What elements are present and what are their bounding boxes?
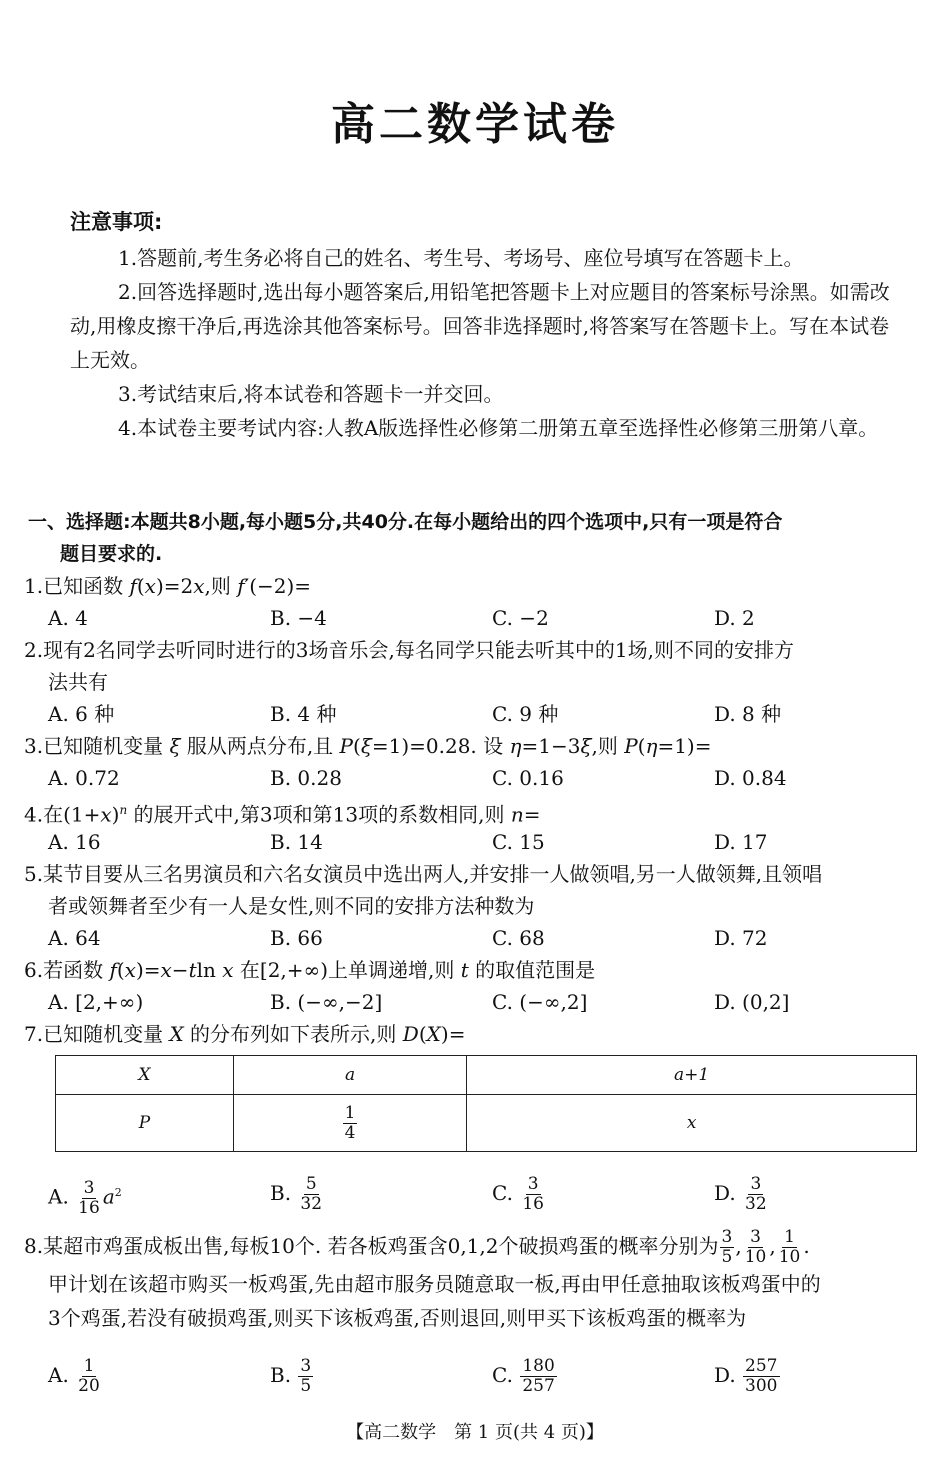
q3-text: ,则 <box>591 734 625 758</box>
q3-text: =1)= <box>657 734 712 758</box>
fraction-numerator: 3 <box>750 1174 762 1194</box>
q8-option-c <box>492 1354 558 1396</box>
option-fraction <box>76 1357 102 1396</box>
question-5 <box>24 858 930 922</box>
q3-var: η <box>509 734 522 758</box>
q6-text: ( <box>116 958 125 982</box>
q3-option-a: A. 0.72 <box>48 766 120 790</box>
q7-var: X <box>426 1022 441 1046</box>
table-cell <box>56 1056 234 1095</box>
q5-option-b: B. 66 <box>270 926 323 950</box>
fraction-numerator: 180 <box>522 1356 555 1376</box>
option-label: A. <box>48 1363 76 1387</box>
fraction-denominator: 10 <box>744 1247 767 1267</box>
q2-line-2: 法共有 <box>48 670 108 694</box>
fraction-denominator: 32 <box>300 1194 323 1214</box>
table-cell <box>233 1095 466 1152</box>
table-header-a-plus-1: a+1 <box>674 1065 710 1085</box>
q3-var: P <box>339 734 354 758</box>
q4-option-c: C. 15 <box>492 830 545 854</box>
q7-option-d <box>714 1172 770 1214</box>
question-6 <box>24 954 930 986</box>
section-line-2: 题目要求的. <box>60 543 163 565</box>
fraction-numerator: 1 <box>83 1356 95 1376</box>
notes-section <box>70 205 890 445</box>
q7-options <box>48 1172 928 1218</box>
option-fraction <box>298 1357 313 1396</box>
option-label: B. <box>270 1181 298 1205</box>
question-3 <box>24 730 930 762</box>
section-heading <box>28 506 928 570</box>
question-1 <box>24 570 930 602</box>
option-fraction <box>76 1179 102 1218</box>
q4-option-d: D. 17 <box>714 830 768 854</box>
q7-var: D <box>402 1022 419 1046</box>
q5-option-c: C. 68 <box>492 926 545 950</box>
q6-var: x <box>222 958 234 982</box>
q1-option-d: D. 2 <box>714 606 755 630</box>
q3-text: ( <box>637 734 646 758</box>
q6-text: − <box>171 958 189 982</box>
q1-option-c: C. −2 <box>492 606 549 630</box>
fraction-numerator: 1 <box>344 1102 356 1123</box>
table-header-x: X <box>138 1065 151 1085</box>
q8-text: 8.某超市鸡蛋成板出售,每板10个. 若各板鸡蛋含0,1,2个破损鸡蛋的概率分别为 <box>24 1234 719 1258</box>
q1-text: ′(−2)= <box>244 574 312 598</box>
q6-text: 在[2,+∞)上单调递增,则 <box>233 958 461 982</box>
q1-var: x <box>193 574 205 598</box>
table-cell <box>56 1095 234 1152</box>
q5-option-a: A. 64 <box>48 926 101 950</box>
q6-options <box>48 986 928 1018</box>
table-cell <box>467 1056 917 1095</box>
q3-text: 服从两点分布,且 <box>180 734 340 758</box>
q3-text: 3.已知随机变量 <box>24 734 170 758</box>
q3-text: =1−3 <box>521 734 581 758</box>
q1-var: f <box>237 574 245 598</box>
q7-option-b <box>270 1172 325 1214</box>
option-var: a <box>102 1184 115 1209</box>
option-fraction <box>743 1357 779 1396</box>
q8-option-a <box>48 1354 103 1396</box>
q2-option-c: C. 9 种 <box>492 702 559 726</box>
q3-var: ξ <box>580 734 592 758</box>
table-label-p: P <box>138 1113 151 1133</box>
q2-option-a: A. 6 种 <box>48 702 115 726</box>
q6-option-a: A. [2,+∞) <box>48 990 144 1014</box>
option-fraction <box>298 1175 324 1214</box>
q6-option-c: C. (−∞,2] <box>492 990 588 1014</box>
option-label: A. <box>48 1184 76 1209</box>
q2-option-b: B. 4 种 <box>270 702 337 726</box>
q8-line-3: 3个鸡蛋,若没有破损鸡蛋,则买下该板鸡蛋,否则退回,则甲买下该板鸡蛋的概率为 <box>48 1306 747 1330</box>
q1-options <box>48 602 928 634</box>
option-fraction <box>520 1175 546 1214</box>
q1-text: ( <box>136 574 145 598</box>
fraction-denominator: 20 <box>78 1376 100 1396</box>
q6-var: f <box>109 958 117 982</box>
option-label: D. <box>714 1181 743 1205</box>
q8-option-d <box>714 1354 781 1396</box>
table-value-x: x <box>686 1113 697 1133</box>
q5-option-d: D. 72 <box>714 926 768 950</box>
q1-var: f <box>129 574 137 598</box>
q1-text: )=2 <box>155 574 194 598</box>
q3-options <box>48 762 928 794</box>
note-4: 4.本试卷主要考试内容:人教A版选择性必修第二册第五章至选择性必修第三册第八章。 <box>118 416 879 440</box>
q6-var: x <box>124 958 136 982</box>
q3-option-d: D. 0.84 <box>714 766 787 790</box>
q6-text: 6.若函数 <box>24 958 110 982</box>
fraction-numerator: 3 <box>300 1356 312 1376</box>
fraction-numerator: 1 <box>784 1227 795 1247</box>
fraction-numerator: 3 <box>721 1227 733 1247</box>
q3-var: P <box>624 734 638 758</box>
q3-var: ξ <box>360 734 372 758</box>
q6-text: ln <box>196 958 223 982</box>
option-label: D. <box>714 1363 743 1387</box>
q1-text: ,则 <box>204 574 238 598</box>
q5-options <box>48 922 928 954</box>
q6-text: 的取值范围是 <box>468 958 596 982</box>
option-fraction <box>743 1175 769 1214</box>
q8-comma: , <box>769 1234 776 1258</box>
q7-option-c <box>492 1172 547 1214</box>
q4-text: 4.在(1+ <box>24 802 101 827</box>
q8-line-1 <box>24 1228 930 1267</box>
q2-options <box>48 698 928 730</box>
q8-option-b <box>270 1354 314 1396</box>
note-1: 1.答题前,考生务必将自己的姓名、考生号、考场号、座位号填写在答题卡上。 <box>118 246 804 270</box>
q8-options <box>48 1354 928 1396</box>
fraction-denominator: 257 <box>522 1376 555 1396</box>
fraction-denominator: 4 <box>344 1122 356 1143</box>
q3-text: ( <box>353 734 361 758</box>
q3-text: =1)=0.28. 设 <box>371 734 510 758</box>
q4-text: 的展开式中,第3项和第13项的系数相同,则 <box>127 802 511 827</box>
page-title: 高二数学试卷 <box>331 99 619 150</box>
page-footer: 【高二数学 第 1 页(共 4 页)】 <box>346 1422 604 1443</box>
q2-line-1: 2.现有2名同学去听同时进行的3场音乐会,每名同学只能去听其中的1场,则不同的安排方 <box>24 638 794 662</box>
q7-option-a <box>48 1172 122 1218</box>
distribution-table <box>55 1055 917 1152</box>
q1-option-b: B. −4 <box>270 606 327 630</box>
fraction-numerator: 3 <box>750 1227 761 1247</box>
fraction-denominator: 16 <box>78 1197 100 1218</box>
table-cell <box>233 1056 466 1095</box>
q6-var: x <box>160 958 172 982</box>
fraction-denominator: 300 <box>745 1376 778 1396</box>
q7-text: )= <box>440 1022 466 1046</box>
q4-var: x <box>100 802 112 827</box>
q6-option-b: B. (−∞,−2] <box>270 990 383 1014</box>
fraction-numerator: 257 <box>745 1356 778 1376</box>
option-label: C. <box>492 1363 520 1387</box>
q5-line-2: 者或领舞者至少有一人是女性,则不同的安排方法种数为 <box>48 894 535 918</box>
q8-fraction-3 <box>777 1228 803 1267</box>
q6-var: t <box>460 958 469 982</box>
q6-var: t <box>188 958 197 982</box>
option-exponent: 2 <box>114 1186 122 1199</box>
fraction-numerator: 5 <box>305 1174 317 1194</box>
q1-var: x <box>144 574 156 598</box>
note-2: 2.回答选择题时,选出每小题答案后,用铅笔把答题卡上对应题目的答案标号涂黑。如需改动,用橡皮擦干净后,再选涂其他答案标号。回答非选择题时,将答案写在答题卡上。写在本试卷上无效。 <box>70 280 890 372</box>
q3-option-b: B. 0.28 <box>270 766 342 790</box>
option-fraction <box>520 1357 556 1396</box>
fraction-denominator: 5 <box>300 1376 312 1396</box>
q4-option-b: B. 14 <box>270 830 323 854</box>
q7-text: 7.已知随机变量 <box>24 1022 170 1046</box>
q4-option-a: A. 16 <box>48 830 101 854</box>
table-fraction <box>343 1104 358 1143</box>
fraction-denominator: 32 <box>745 1194 767 1214</box>
q8-end: . <box>803 1234 810 1258</box>
q4-text: ) <box>111 802 120 827</box>
question-7 <box>24 1018 930 1050</box>
q5-line-1: 5.某节目要从三名男演员和六名女演员中选出两人,并安排一人做领唱,另一人做领舞,且领唱 <box>24 862 823 886</box>
note-3: 3.考试结束后,将本试卷和答题卡一并交回。 <box>118 382 504 406</box>
q8-comma: , <box>735 1234 742 1258</box>
q1-option-a: A. 4 <box>48 606 88 630</box>
q7-text: 的分布列如下表所示,则 <box>183 1022 403 1046</box>
fraction-denominator: 10 <box>778 1247 801 1267</box>
q7-text: ( <box>418 1022 427 1046</box>
q8-line-2: 甲计划在该超市购买一板鸡蛋,先由超市服务员随意取一板,再由甲任意抽取该板鸡蛋中的 <box>48 1272 821 1296</box>
q6-text: )= <box>135 958 161 982</box>
q8-fraction-1 <box>720 1228 735 1267</box>
q4-options <box>48 826 928 858</box>
q8-fraction-2 <box>743 1228 769 1267</box>
fraction-numerator: 3 <box>83 1177 95 1198</box>
q3-var: η <box>645 734 658 758</box>
q6-option-d: D. (0,2] <box>714 990 790 1014</box>
q7-var: X <box>169 1022 184 1046</box>
option-label: C. <box>492 1181 520 1205</box>
option-label: B. <box>270 1363 298 1387</box>
section-line-1: 一、选择题:本题共8小题,每小题5分,共40分.在每小题给出的四个选项中,只有一项是符合 <box>28 511 783 533</box>
table-header-a: a <box>344 1065 356 1085</box>
q4-exponent: n <box>119 803 128 817</box>
q3-var: ξ <box>169 734 181 758</box>
notes-heading: 注意事项: <box>70 210 163 234</box>
q4-var: n <box>510 802 524 827</box>
table-row <box>56 1056 917 1095</box>
q1-text: 1.已知函数 <box>24 574 130 598</box>
q3-option-c: C. 0.16 <box>492 766 564 790</box>
q2-option-d: D. 8 种 <box>714 702 782 726</box>
question-8 <box>24 1228 930 1335</box>
question-2 <box>24 634 930 698</box>
q4-text: = <box>523 802 541 827</box>
fraction-denominator: 5 <box>721 1247 733 1267</box>
fraction-denominator: 16 <box>522 1194 544 1214</box>
fraction-numerator: 3 <box>527 1174 539 1194</box>
table-cell <box>467 1095 917 1152</box>
table-row <box>56 1095 917 1152</box>
